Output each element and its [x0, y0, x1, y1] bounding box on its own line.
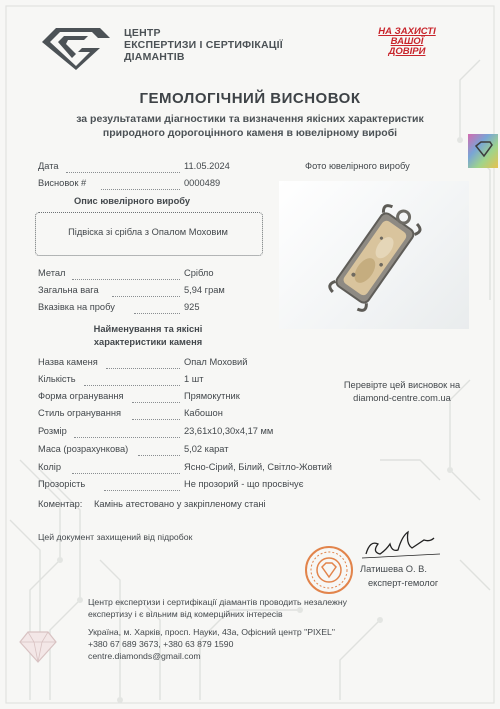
stamp-line3: ДОВІРИ	[388, 46, 426, 57]
stone-heading-line2: характеристики каменя	[93, 337, 203, 347]
dot-leader	[84, 385, 180, 386]
conclusion-number: 0000489	[184, 178, 221, 188]
org-name-line3: ДІАМАНТІВ	[124, 51, 185, 63]
footer-email[interactable]: centre.diamonds@gmail.com	[88, 651, 201, 661]
subtitle-line2: природного дорогоцінного каменя в ювелірному виробі	[102, 127, 398, 139]
color-label: Колір	[38, 462, 62, 472]
mass-label: Маса (розрахункова)	[38, 444, 129, 454]
dot-leader	[112, 296, 180, 297]
stone-name-label: Назва каменя	[38, 357, 98, 367]
footer-address: Україна, м. Харків, просп. Науки, 43а, Офісний центр "PIXEL"	[88, 627, 335, 637]
dot-leader	[132, 419, 180, 420]
stone-heading-line1: Найменування та якісні	[93, 324, 203, 334]
dot-leader	[138, 455, 180, 456]
trust-stamp	[362, 27, 452, 67]
diamond-outline-icon	[18, 628, 58, 664]
dot-leader	[66, 172, 180, 173]
hologram-icon	[468, 134, 498, 168]
cut-shape-value: Прямокутник	[184, 391, 240, 401]
weight-label: Загальна вага	[38, 285, 99, 295]
stone-name-value: Опал Моховий	[184, 357, 248, 367]
dot-leader	[72, 473, 180, 474]
conclusion-label: Висновок #	[38, 178, 87, 188]
metal-label: Метал	[38, 268, 66, 278]
size-value: 23,61х10,30х4,17 мм	[184, 426, 274, 436]
dot-leader	[101, 189, 180, 190]
dot-leader	[134, 313, 180, 314]
stamp-line2: ВАШОЇ	[390, 36, 424, 47]
document-title: ГЕМОЛОГІЧНИЙ ВИСНОВОК	[139, 90, 361, 107]
mass-value: 5,02 карат	[184, 444, 229, 454]
cut-shape-label: Форма огранування	[38, 391, 124, 401]
jewelry-photo	[279, 181, 469, 329]
weight-value: 5,94 грам	[184, 285, 225, 295]
metal-value: Срібло	[184, 268, 214, 278]
footer-line2: експертизу і є вільним від комерційних інтересів	[88, 609, 283, 619]
quantity-label: Кількість	[38, 374, 76, 384]
dot-leader	[106, 368, 180, 369]
verify-text: Перевірте цей висновок на	[343, 380, 461, 390]
pendant-image	[279, 181, 469, 329]
footer-phones: +380 67 689 3673, +380 63 879 1590	[88, 639, 234, 649]
cut-style-label: Стиль огранування	[38, 408, 122, 418]
dot-leader	[72, 279, 180, 280]
footer-line1: Центр експертизи і сертифікації діамантів проводить незалежну	[88, 597, 347, 607]
subtitle-line1: за результатами діагностики та визначення якісних характеристик	[76, 113, 424, 125]
cut-style-value: Кабошон	[184, 408, 223, 418]
org-name-line2: ЕКСПЕРТИЗИ І СЕРТИФІКАЦІЇ	[124, 39, 283, 51]
expert-name: Латишева О. В.	[360, 564, 427, 574]
quantity-value: 1 шт	[184, 374, 204, 384]
transparency-value: Не прозорий - що просвічує	[184, 479, 304, 489]
size-label: Розмір	[38, 426, 67, 436]
transparency-label: Прозорість	[38, 479, 86, 489]
dot-leader	[104, 490, 180, 491]
seal-icon	[304, 545, 354, 595]
date-label: Дата	[38, 161, 59, 171]
diamond-logo-icon	[38, 24, 114, 70]
dot-leader	[132, 402, 180, 403]
stamp-line1: НА ЗАХИСТІ	[378, 26, 436, 37]
color-value: Ясно-Сірий, Білий, Світло-Жовтий	[184, 462, 333, 472]
item-desc-text: Підвіска зі срібла з Опалом Моховим	[68, 227, 228, 237]
org-name-line1: ЦЕНТР	[124, 27, 161, 39]
comment-label: Коментар:	[38, 499, 83, 509]
photo-label: Фото ювелірного виробу	[305, 161, 410, 171]
date-value: 11.05.2024	[184, 161, 230, 171]
comment-text: Камінь атестовано у закріпленому стані	[94, 499, 266, 509]
hallmark-value: 925	[184, 302, 200, 312]
item-desc-heading: Опис ювелірного виробу	[74, 196, 191, 206]
dot-leader	[74, 437, 180, 438]
verify-link[interactable]: diamond-centre.com.ua	[353, 393, 451, 403]
hallmark-label: Вказівка на пробу	[38, 302, 115, 312]
expert-title: експерт-гемолог	[368, 578, 439, 588]
protected-text: Цей документ захищений від підробок	[38, 532, 193, 542]
signature	[358, 524, 448, 564]
